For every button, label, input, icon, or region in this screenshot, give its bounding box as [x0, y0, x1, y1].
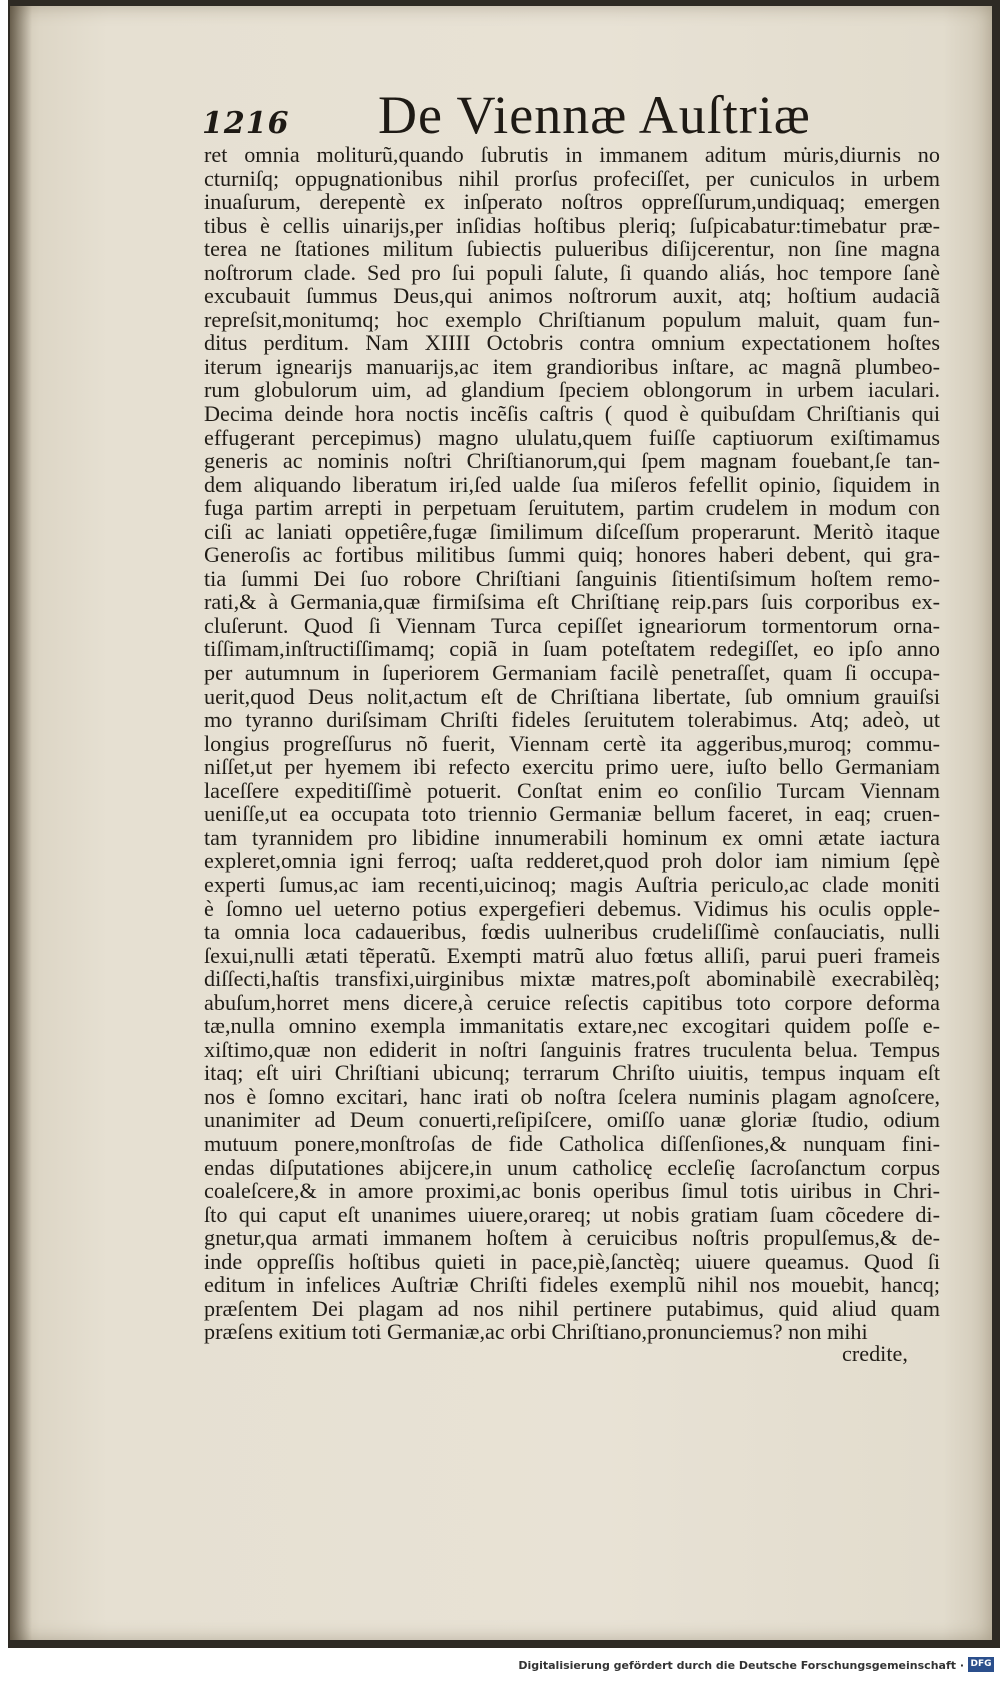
text-line: uerit,quod Deus nolit,actum eſt de Chriſtiana libertate, ſub omnium grauiſsi	[204, 683, 940, 709]
catchword: credite,	[842, 1341, 908, 1366]
text-line: tibus è cellis uinarijs,per inſidias hoſtibus plerіq; ſuſpicabatur:timebatur præ-	[204, 212, 940, 238]
text-line: ſexui,nulli ætati tẽperatũ. Exempti matrũ aluo fœtus alliſi, parui pueri frameis	[204, 942, 940, 968]
running-title: De Viennæ Auſtriæ	[378, 85, 811, 145]
text-line: rati,& à Germania,quæ firmiſsima eſt Chriſtianę reip.pars ſuis corporibus ex-	[204, 589, 940, 615]
text-line: tam tyrannidem pro libidine innumerabili hominum ex omni ætate iactura	[204, 824, 940, 850]
text-line: ret omnia moliturũ,quando ſubrutis in immanem aditum mu̇ris,diurnis no	[204, 142, 940, 167]
page-header	[202, 78, 942, 148]
text-line: repreſsit,monitumq; hoc exemplo Chriſtianum populum maluit, quam fun-	[204, 306, 940, 332]
text-line: nos è ſomno excitari, hanc irati ob noſtra ſcelera numinis plagam agnoſcere,	[204, 1083, 940, 1109]
footer-bar	[0, 1650, 1000, 1683]
text-line: longius progreſſurus nõ fuerit, Viennam certè ita aggeribus,muroq; commu-	[204, 730, 940, 756]
text-line: per autumnum in ſuperiorem Germaniam facilè penetraſſet, quam ſi occupa-	[204, 660, 940, 686]
text-line: inuaſurum, derepentè ex inſperato noſtros oppreſſurum,undiquaq; emergen	[204, 189, 940, 215]
text-line: generis ac nominis noſtri Chriſtianorum,qui ſpem magnam fouebant,ſe tan-	[204, 448, 940, 474]
dfg-logo-icon: DFG	[968, 1657, 994, 1672]
text-line: ueniſſe,ut ea occupata toto triennio Germaniæ bellum faceret, in eaq; cruen-	[204, 801, 940, 827]
text-line: noſtrorum clade. Sed pro ſui populi ſalute, ſi quando aliás, hoc tempore ſanè	[204, 259, 940, 285]
text-line: coaleſcere,& in amore proximi,ac bonis operibus ſimul totis uiribus in Chri-	[204, 1178, 940, 1204]
text-line: mo tyranno durіſsimam Chriſti fideles ſeruitutem tolerabimus. Atq; adeò, ut	[204, 707, 940, 733]
text-line: excubauit ſummus Deus,qui animos noſtrorum auxit, atq; hoſtium audaciã	[204, 283, 940, 309]
text-line: expleret,omnia igni ferroq; uaſta redderet,quod proh dolor iam nimium ſępè	[204, 848, 940, 874]
text-line: tæ,nulla omnino exempla immanitatis extare,nec excogitari quidem poſſe e-	[204, 1013, 940, 1039]
page-number: 1216	[202, 106, 290, 141]
text-line: cluſerunt. Quod ſi Viennam Turca cepiſſet ignearіorum tormentorum orna-	[204, 612, 940, 638]
text-line: ciſi ac laniati oppetiêre,fugæ ſimilimum diſceſſum properarunt. Meritò itaque	[204, 518, 940, 544]
text-line: iterum ignearijs manuarijs,ac item grandioribus inſtare, ac magnã plumbeo-	[204, 353, 940, 379]
text-line: rum globulorum uim, ad glandium ſpeciem oblongorum in urbem iaculari.	[204, 377, 940, 403]
text-line: abuſum,horret mens dicere,à ceruice reſectis capitibus toto corpore deforma	[204, 989, 940, 1015]
text-line: gnetur,qua armati immanem hoſtem à ceruicibus noſtris propulſemus,& de-	[204, 1225, 940, 1251]
text-line: ditus perditum. Nam XIIII Octobris contra omnium expectationem hoſtes	[204, 330, 940, 356]
text-line: ſto qui caput eſt unanimes uiuere,orareq; ut nobis gratiam ſuam cõcedere di-	[204, 1201, 940, 1227]
text-line: terea ne ſtationes militum ſubiectis puluerіbus diſijcerentur, non ſine magna	[204, 236, 940, 262]
text-line: unanimiter ad Deum conuerti,reſipiſcere, omiſſo uanæ gloriæ ſtudio, odium	[204, 1107, 940, 1133]
text-line: editum in infelices Auſtriæ Chriſti fideles exemplũ nihil nos mouebit, hancq;	[204, 1272, 940, 1298]
text-line: xiſtimo,quæ non ediderit in noſtri ſanguinis fratres truculenta belua. Tempus	[204, 1036, 940, 1062]
text-line: laceſſere expeditiſſimè potuerit. Conſtat enim eo conſilio Turcam Viennam	[204, 777, 940, 803]
text-line: experti ſumus,ac iam recenti,uicinoq; magis Auſtria periculo,ac clade moniti	[204, 871, 940, 897]
text-line: Generoſis ac fortibus militibus ſummi quiq; honores haberi debent, qui gra-	[204, 542, 940, 568]
text-line: tiſſimam,inſtructiſſimamq; copiã in ſuam poteſtatem redegiſſet, eo ipſo anno	[204, 636, 940, 662]
text-line: Decima deinde hora noctis incẽſis caſtris ( quod è quibuſdam Chriſtianis qui	[204, 401, 940, 427]
text-line: itaq; eſt uiri Chriſtiani ubicunq; terrarum Chriſto uiuitis, tempus inquam eſt	[204, 1060, 940, 1086]
gutter-shadow	[10, 6, 32, 1640]
text-line: tia ſummi Dei ſuo robore Chriſtiani ſanguinis ſitientiſsimum hoſtem remo-	[204, 565, 940, 591]
text-line: mutuum ponere,monſtroſas de fide Catholica diſſenſiones,& nunquam fini-	[204, 1130, 940, 1156]
text-line: niſſet,ut per hyemem ibi refecto exercitu primo uere, iuſto bello Germaniam	[204, 754, 940, 780]
text-line: diſſecti,haſtis transfixi,uirginibus mixtæ matres,poſt abominabilè execrabilèq;	[204, 966, 940, 992]
text-line: è ſomno uel ueterno potius expergefieri debemus. Vidimus his oculis opple-	[204, 895, 940, 921]
body-text	[204, 143, 940, 1344]
text-line: inde oppreſſis hoſtibus quieti in pace,piè,ſanctèq; uiuere queamus. Quod ſi	[204, 1248, 940, 1274]
text-line: fuga partim arrepti in perpetuam ſeruitutem, partim crudelem in modum con	[204, 495, 940, 521]
text-line: endas diſputationes abijcere,in unum catholicę eccleſię ſacroſanctum corpus	[204, 1154, 940, 1180]
text-line: præſens exitium toti Germaniæ,ac orbi Chriſtiano,pronunciemus? non mihi	[204, 1319, 868, 1345]
text-line: ta omnia loca cadaueribus, fœdis uulneribus crudeliſſimè conſauciatis, nulli	[204, 919, 940, 945]
text-line: præſentem Dei plagam ad nos nihil pertinere putabimus, quid aliud quam	[204, 1295, 940, 1321]
text-line: dem aliquando liberatum iri,ſed ualde ſua miſeros fefellit opinio, ſiquidem in	[204, 471, 940, 497]
text-line: effugerant percepimus) magno ululatu,quem fuiſſe captiuorum exiſtimamus	[204, 424, 940, 450]
text-line: cturniſq; oppugnationibus nihil prorſus profeciſſet, per cuniculos in urbem	[204, 165, 940, 191]
footer-credit: Digitalisierung gefördert durch die Deutsche Forschungsgemeinschaft ·	[518, 1659, 964, 1672]
